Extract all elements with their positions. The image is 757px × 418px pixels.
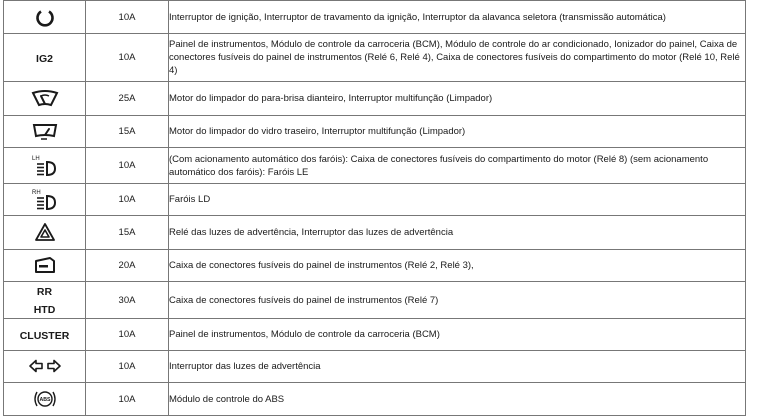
- circuit-description: Painel de instrumentos, Módulo de controle da carroceria (BCM): [169, 319, 746, 351]
- table-row: [4, 282, 746, 319]
- symbol-cell: [4, 116, 86, 148]
- amperage: 10A: [86, 319, 169, 351]
- amperage: 25A: [86, 82, 169, 116]
- table-row: [4, 351, 746, 383]
- circuit-description: Módulo de controle do ABS: [169, 383, 746, 416]
- table-row: [4, 319, 746, 351]
- symbol-cell: [4, 250, 86, 282]
- amperage: 10A: [86, 1, 169, 34]
- circuit-description: Relé das luzes de advertência, Interruptor das luzes de advertência: [169, 216, 746, 250]
- symbol-cell: [4, 319, 86, 351]
- amperage: 10A: [86, 34, 169, 82]
- fuse-box-icon: [34, 256, 56, 274]
- circuit-description: Interruptor de ignição, Interruptor de travamento da ignição, Interruptor da alavanca seletora (transmissão automática): [169, 1, 746, 34]
- amperage: 10A: [86, 184, 169, 216]
- symbol-cell: [4, 216, 86, 250]
- symbol-cell: [4, 34, 86, 82]
- amperage: 20A: [86, 250, 169, 282]
- symbol-cell: [4, 351, 86, 383]
- symbol-label: RR: [36, 286, 53, 298]
- symbol-cell: [4, 1, 86, 34]
- headlamp-side-label: RH: [31, 189, 41, 196]
- abs-icon-label: ABS: [39, 397, 50, 403]
- fuse-table: [3, 0, 746, 416]
- circuit-description: Caixa de conectores fusíveis do painel de instrumentos (Relé 7): [169, 282, 746, 319]
- table-row: [4, 148, 746, 184]
- circuit-description: Motor do limpador do vidro traseiro, Interruptor multifunção (Limpador): [169, 116, 746, 148]
- symbol-label-line-2: HTD: [33, 304, 56, 316]
- circuit-description: Motor do limpador do para-brisa dianteiro, Interruptor multifunção (Limpador): [169, 82, 746, 116]
- circuit-description: Painel de instrumentos, Módulo de controle da carroceria (BCM), Módulo de controle do ar condicionado, Ionizador do painel, Caixa de conectores fusíveis do painel de instrumentos (Relé 6, Relé 4), Caixa de conectores fusíveis do compartimento do motor (Relé 10, Relé 4): [169, 34, 746, 82]
- amperage: 15A: [86, 216, 169, 250]
- table-row: [4, 1, 746, 34]
- circuit-description: (Com acionamento automático dos faróis): Caixa de conectores fusíveis do compartimento do motor (Relé 8) (sem acionamento automático dos faróis): Faróis LE: [169, 148, 746, 184]
- symbol-label: IG2: [36, 52, 53, 65]
- amperage: 15A: [86, 116, 169, 148]
- symbol-cell: [4, 383, 86, 416]
- amperage: 10A: [86, 351, 169, 383]
- circuit-description: Caixa de conectores fusíveis do painel de instrumentos (Relé 2, Relé 3),: [169, 250, 746, 282]
- headlamp-side-label: LH: [31, 155, 40, 162]
- symbol-cell: [4, 148, 86, 184]
- circuit-description: Interruptor das luzes de advertência: [169, 351, 746, 383]
- hazard-warning-icon: [35, 223, 55, 241]
- ignition-icon: [34, 6, 56, 28]
- table-row: [4, 383, 746, 416]
- turn-signal-arrows-icon: [28, 359, 62, 373]
- circuit-description: Faróis LD: [169, 184, 746, 216]
- symbol-cell: [4, 82, 86, 116]
- amperage: 30A: [86, 282, 169, 319]
- headlamp-left-icon: [30, 154, 60, 178]
- amperage: 10A: [86, 383, 169, 416]
- table-row: [4, 116, 746, 148]
- table-row: [4, 216, 746, 250]
- amperage: 10A: [86, 148, 169, 184]
- abs-icon: [30, 387, 60, 411]
- symbol-label: CLUSTER: [19, 329, 70, 342]
- rear-wiper-icon: [30, 122, 60, 142]
- table-row: [4, 184, 746, 216]
- table-row: [4, 34, 746, 82]
- front-wiper-icon: [30, 89, 60, 109]
- symbol-cell: [4, 282, 86, 319]
- table-row: [4, 82, 746, 116]
- table-row: [4, 250, 746, 282]
- symbol-cell: [4, 184, 86, 216]
- headlamp-right-icon: [30, 188, 60, 212]
